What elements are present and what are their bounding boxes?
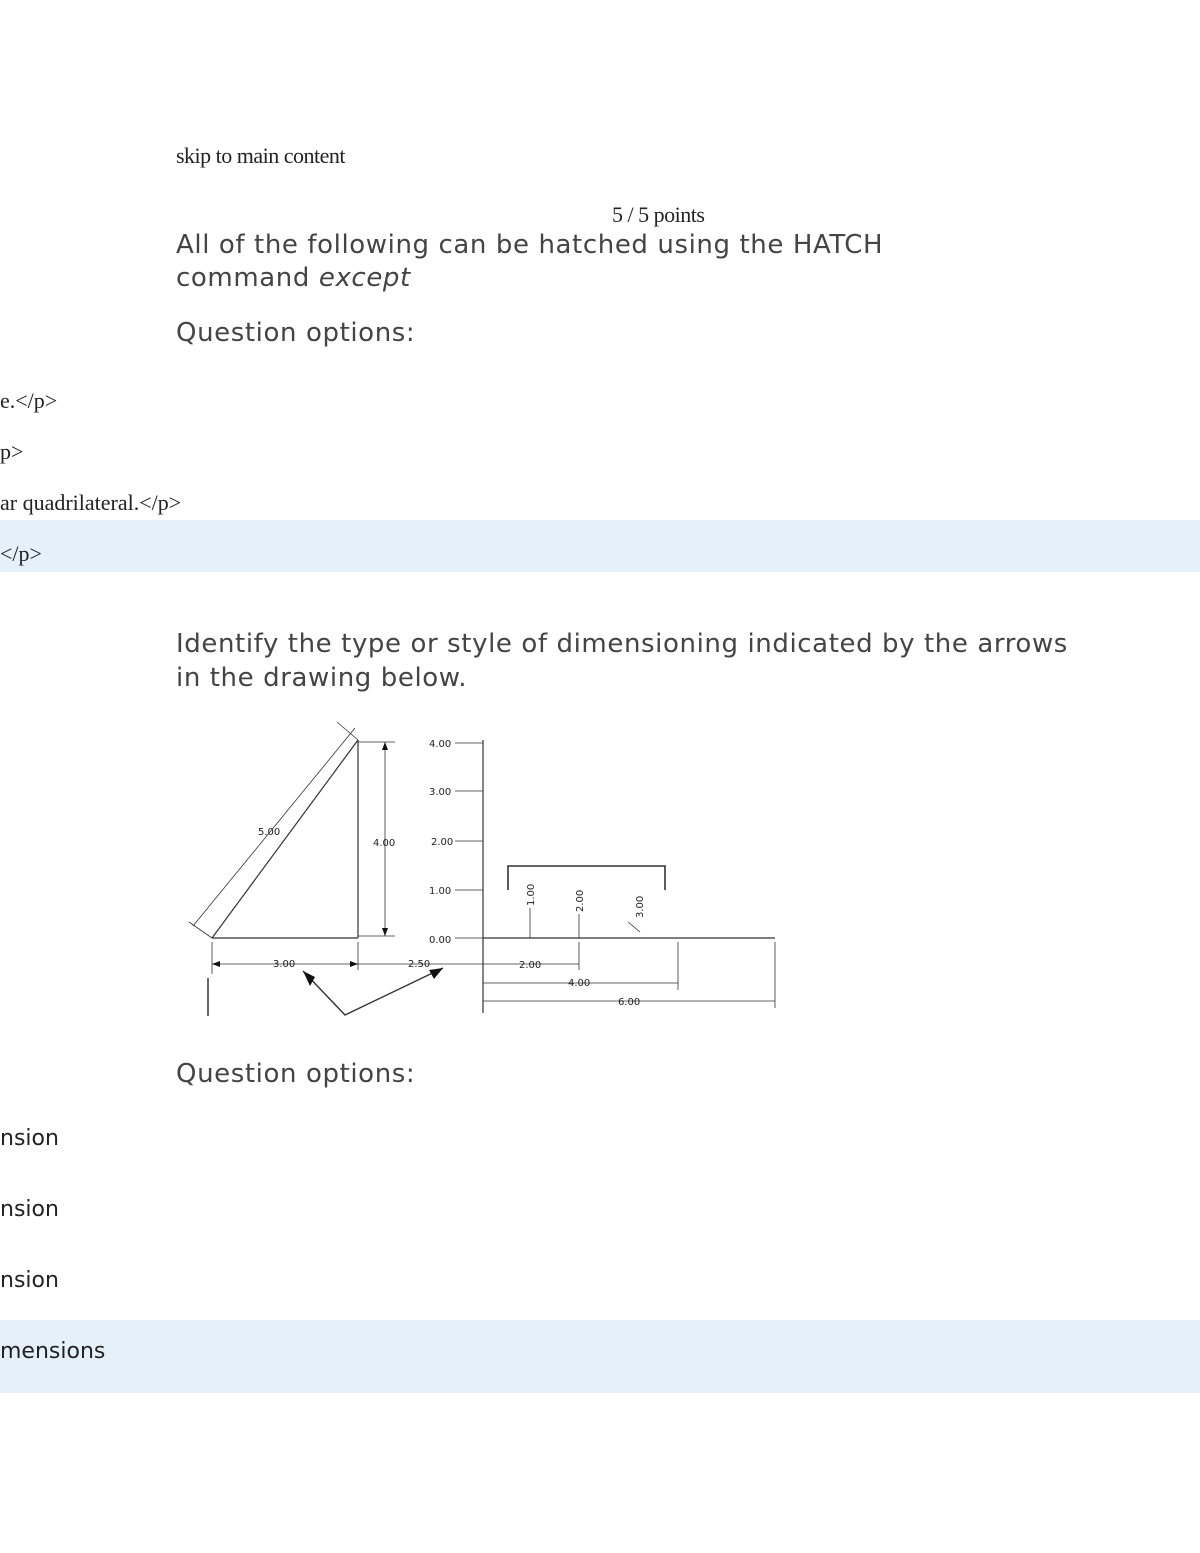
question-2-text: Identify the type or style of dimensioning indicated by the arrows in the drawing below.	[176, 629, 1068, 693]
question-2-option-4[interactable]	[0, 1320, 1200, 1393]
question-1-options-heading: Question options:	[176, 318, 416, 348]
chain-label-b2: 4.00	[568, 978, 591, 989]
question-2-option-2[interactable]	[0, 1174, 1200, 1245]
question-2-option-3[interactable]	[0, 1245, 1200, 1316]
question-2-options-heading: Question options:	[176, 1059, 416, 1089]
ord-label-x3: 3.00	[635, 895, 646, 918]
dim-label-base: 3.00	[273, 959, 296, 970]
question-1-prefix: All of the following can be hatched using the HATCH command	[176, 230, 884, 293]
chain-label-b3: 6.00	[618, 997, 641, 1008]
ord-label-y3: 3.00	[429, 787, 452, 798]
question-2-option-1[interactable]	[0, 1103, 1200, 1174]
option-label: ar quadrilateral.</p>	[0, 490, 182, 515]
ord-label-y2: 2.00	[431, 837, 454, 848]
option-label: nsion	[0, 1197, 59, 1222]
option-label: nsion	[0, 1268, 59, 1293]
ord-label-y4: 4.00	[429, 739, 452, 750]
ord-label-y0: 0.00	[429, 935, 452, 946]
score-points: 5 / 5 points	[612, 202, 705, 227]
question-1-option-2[interactable]	[0, 426, 1200, 478]
option-label: nsion	[0, 1126, 59, 1151]
question-1-option-1[interactable]	[0, 375, 1200, 427]
option-label: mensions	[0, 1339, 106, 1364]
ord-label-y1: 1.00	[429, 886, 452, 897]
option-label: </p>	[0, 541, 42, 566]
question-1-emphasis: except	[318, 263, 411, 293]
dim-label-gap: 2.50	[408, 959, 431, 970]
dim-label-hyp: 5.00	[258, 827, 281, 838]
dimension-drawing	[185, 718, 785, 1023]
chain-label-b1: 2.00	[519, 960, 542, 971]
option-label: e.</p>	[0, 388, 58, 413]
ord-label-x2: 2.00	[575, 889, 586, 912]
skip-to-main-content-link[interactable]: skip to main content	[176, 143, 346, 168]
question-1-text	[176, 229, 976, 295]
option-label: p>	[0, 439, 24, 464]
ord-label-x1: 1.00	[526, 883, 537, 906]
question-1-option-4[interactable]	[0, 520, 1200, 572]
dim-label-height: 4.00	[373, 838, 396, 849]
